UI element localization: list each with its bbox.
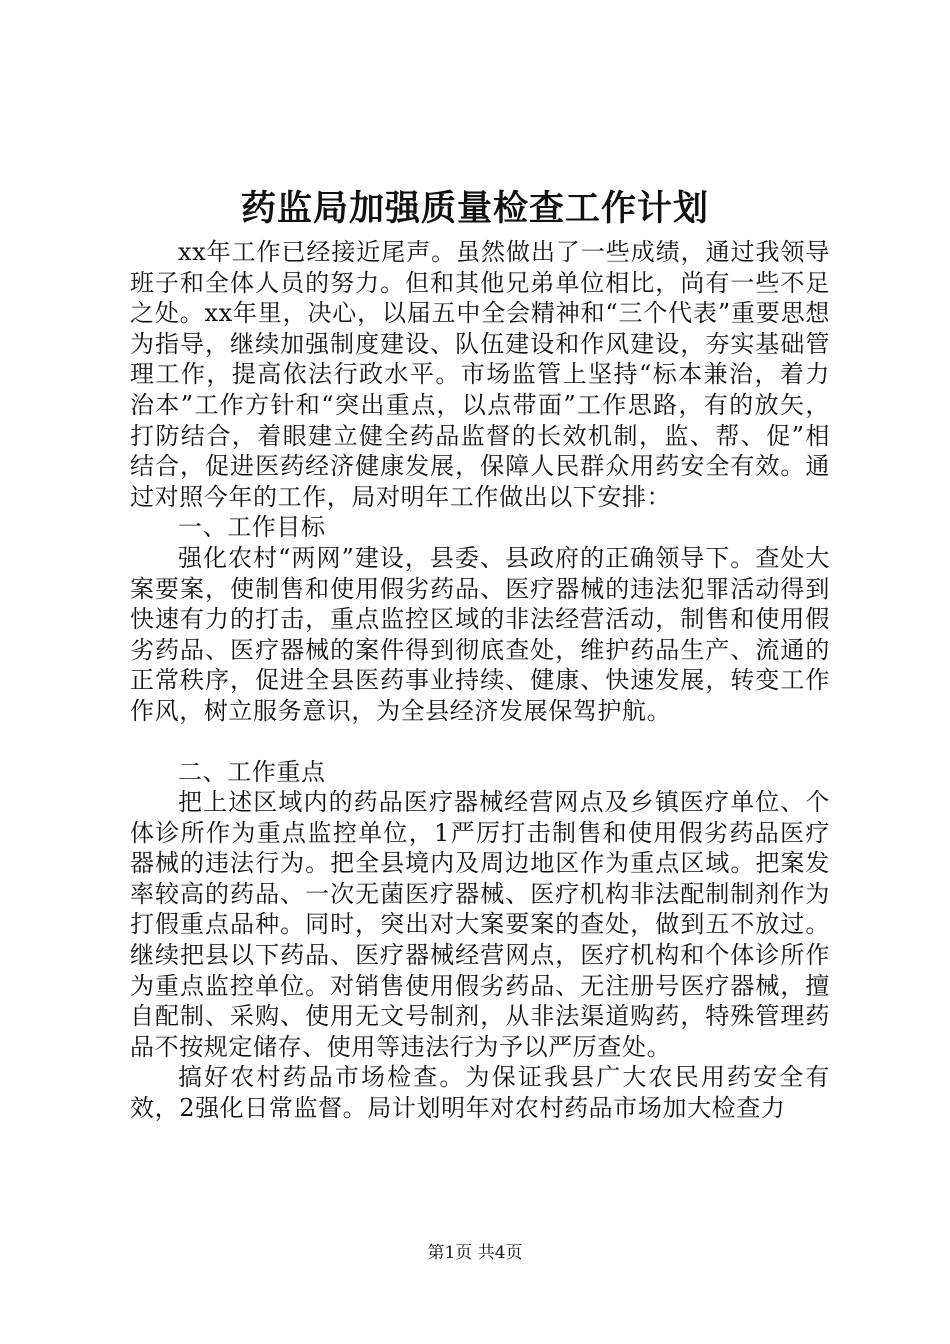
intro-paragraph: xx年工作已经接近尾声。虽然做出了一些成绩，通过我领导班子和全体人员的努力。但和其他兄弟单位相比，尚有一些不足之处。xx年里，决心，以届五中全会精神和“三个代表”重要思想为指导，继续加强制度建设、队伍建设和作风建设，夯实基础管理工作，提高依法行政水平。市场监管上坚持“标本兼治，着力治本”工作方针和“突出重点，以点带面”工作思路，有的放矢，打防结合，着眼建立健全药品监督的长效机制，监、帮、促”相结合，促进医药经济健康发展，保障人民群众用药安全有效。通过对照今年的工作，局对明年工作做出以下安排： (130, 238, 830, 511)
focus-paragraph: 把上述区域内的药品医疗器械经营网点及乡镇医疗单位、个体诊所作为重点监控单位，1严厉打击制售和使用假劣药品医疗器械的违法行为。把全县境内及周边地区作为重点区域。把案发率较高的药品、一次无菌医疗器械、医疗机构非法配制制剂作为打假重点品种。同时，突出对大案要案的查处，做到五不放过。继续把县以下药品、医疗器械经营网点，医疗机构和个体诊所作为重点监控单位。对销售使用假劣药品、无注册号医疗器械，擅自配制、采购、使用无文号制剂，从非法渠道购药，特殊管理药品不按规定储存、使用等违法行为予以严厉查处。 (130, 788, 830, 1061)
section-heading-goals: 一、工作目标 (178, 513, 326, 542)
document-body (130, 237, 830, 1124)
paragraph-spacer (130, 727, 830, 757)
document-title: 药监局加强质量检查工作计划 (240, 188, 709, 229)
rural-inspection-paragraph: 搞好农村药品市场检查。为保证我县广大农民用药安全有效，2强化日常监督。局计划明年对农村药品市场加大检查力 (130, 1063, 830, 1123)
section-heading-focus: 二、工作重点 (178, 757, 326, 786)
goals-paragraph: 强化农村“两网”建设，县委、县政府的正确领导下。查处大案要案，使制售和使用假劣药品、医疗器械的违法犯罪活动得到快速有力的打击，重点监控区域的非法经营活动，制售和使用假劣药品、医疗器械的案件得到彻底查处，维护药品生产、流通的正常秩序，促进全县医药事业持续、健康、快速发展，转变工作作风，树立服务意识，为全县经济发展保驾护航。 (130, 543, 830, 725)
page-number-footer: 第1页 共4页 (427, 1243, 523, 1263)
